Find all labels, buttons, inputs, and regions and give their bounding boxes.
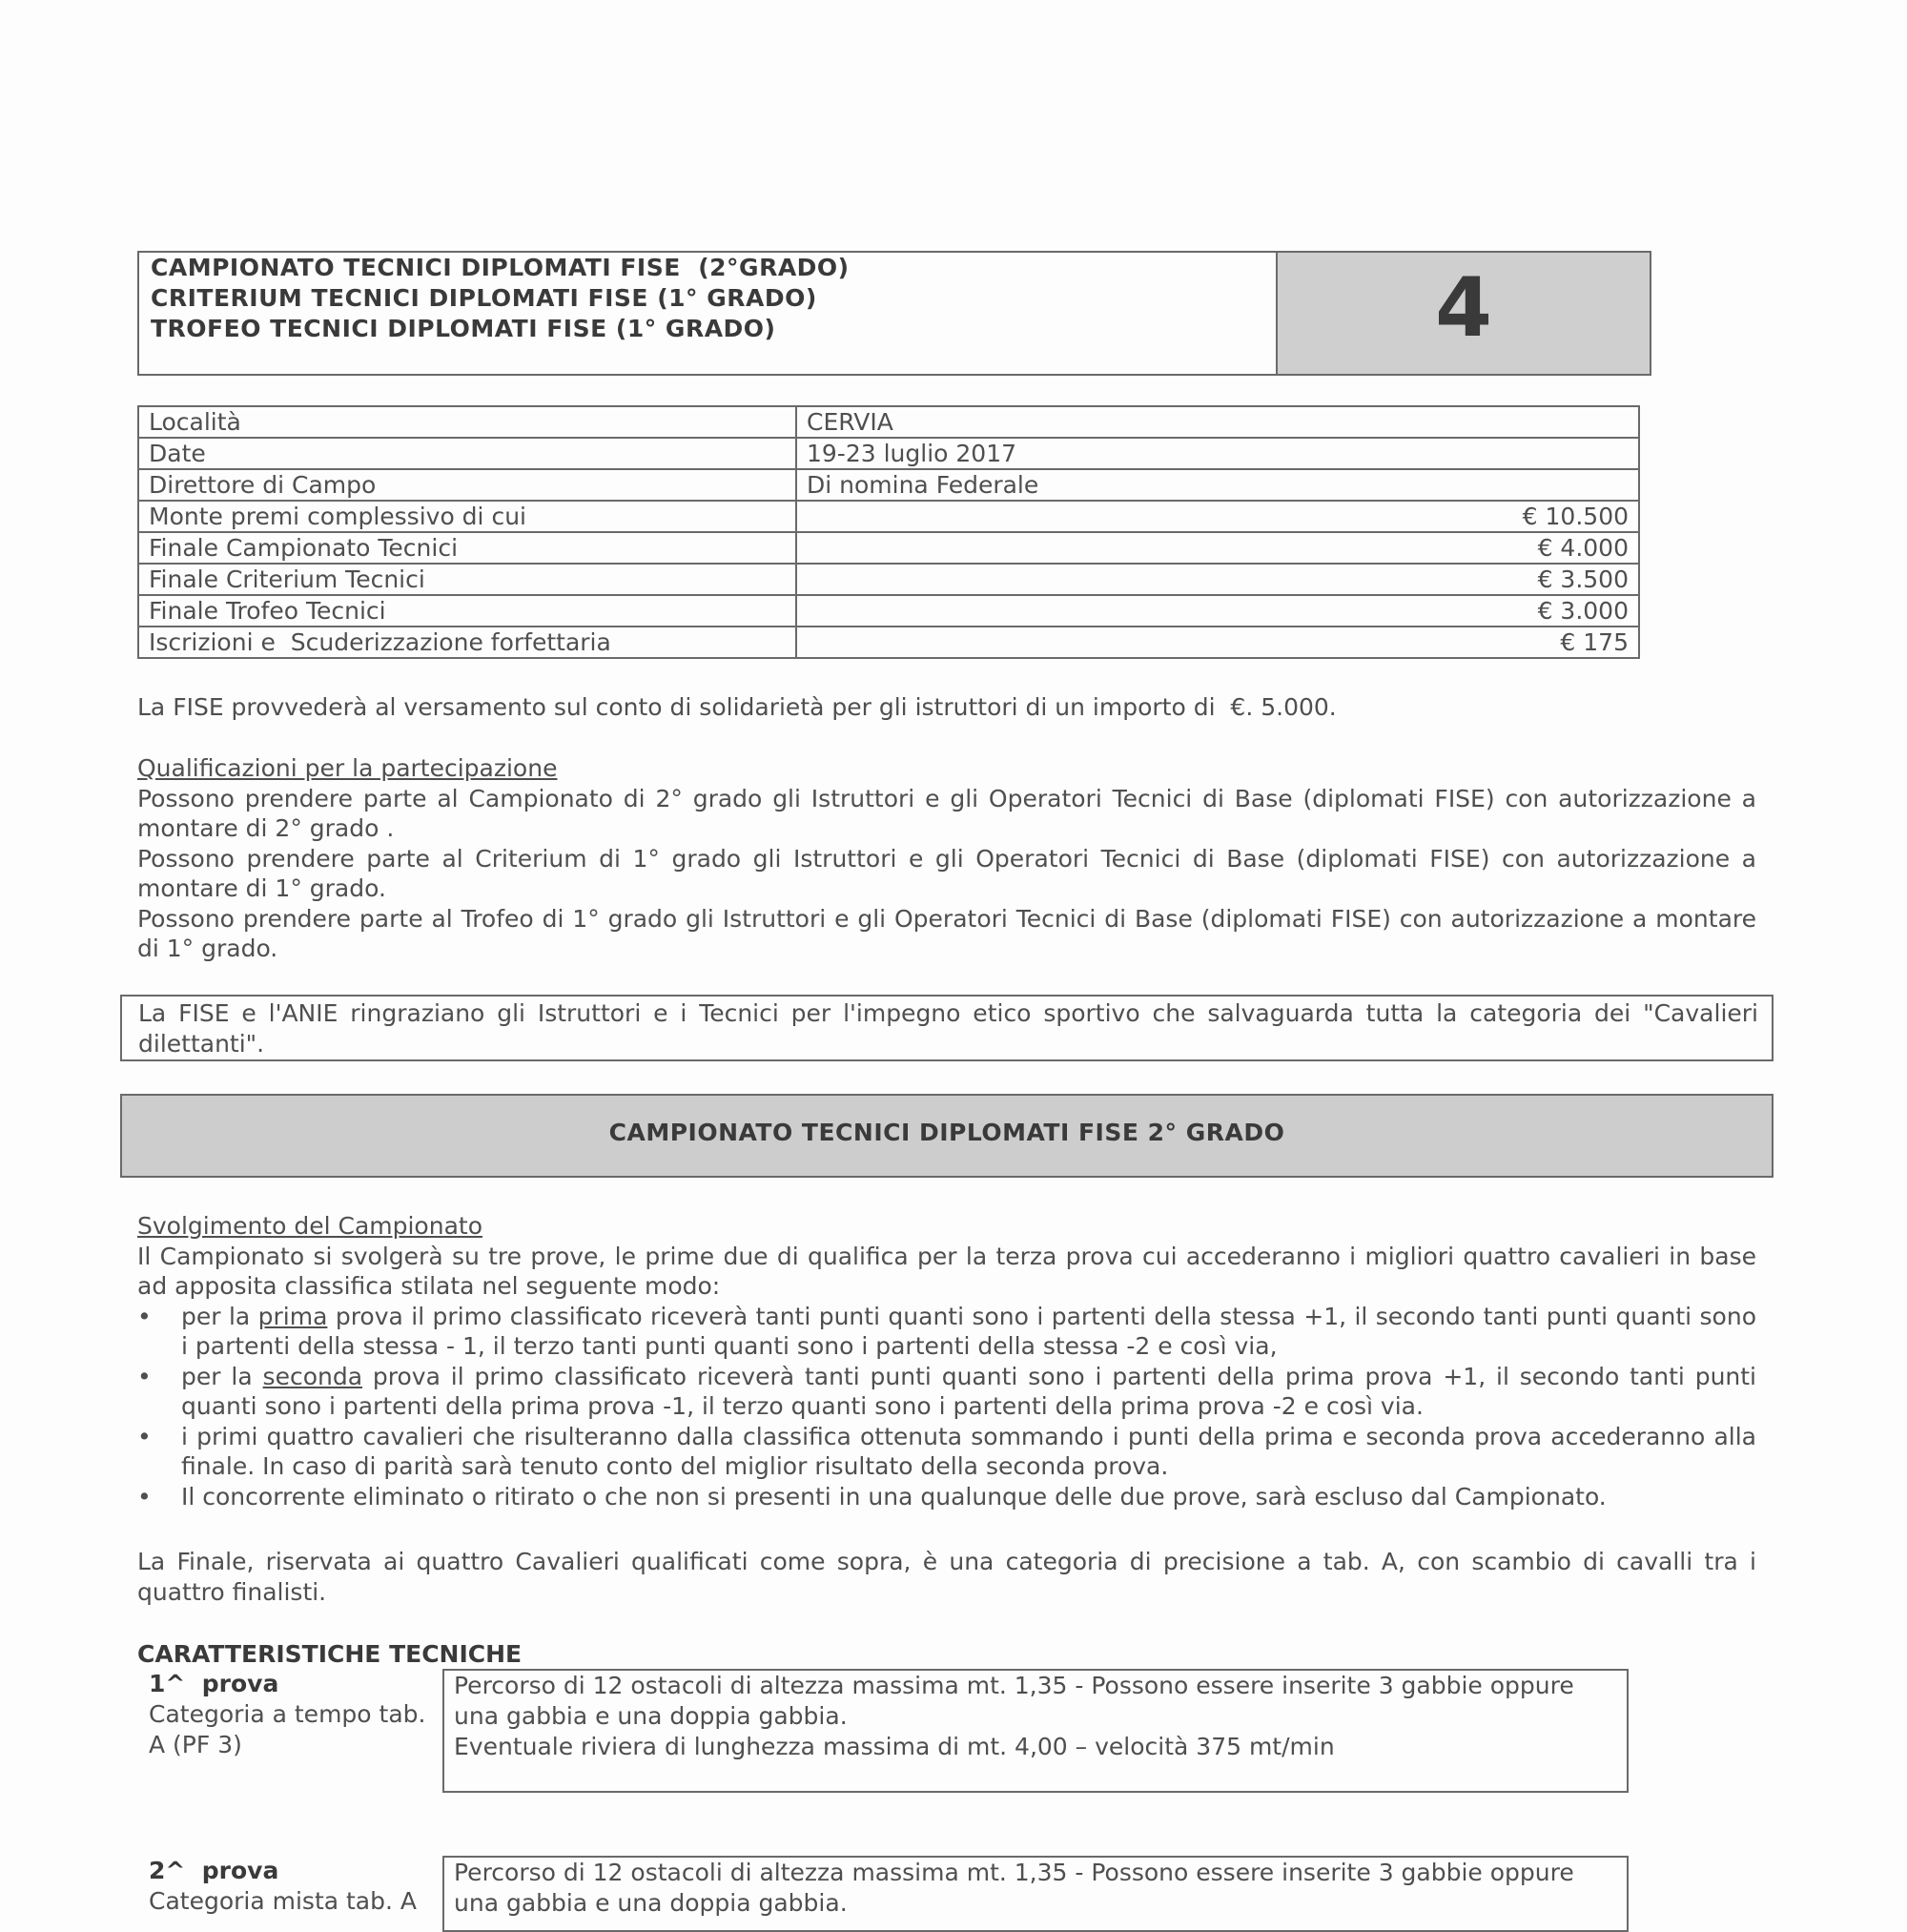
table-row: [138, 595, 1639, 627]
info-amount: € 10.500: [796, 501, 1639, 532]
list-item: [137, 1482, 1756, 1512]
info-value: Di nomina Federale: [796, 469, 1639, 501]
prova-1-line: Percorso di 12 ostacoli di altezza massima mt. 1,35 - Possono essere inserite 3 gabbie oppure: [454, 1672, 1574, 1699]
prova-1-description-box: [442, 1669, 1629, 1793]
prova-2-description-box: [442, 1856, 1629, 1932]
table-row: [138, 438, 1639, 469]
table-row: [138, 406, 1639, 438]
svolgimento-section: [137, 1211, 1756, 1511]
info-label: Finale Trofeo Tecnici: [138, 595, 796, 627]
info-amount: € 4.000: [796, 532, 1639, 564]
solidarity-text: La FISE provvederà al versamento sul conto di solidarietà per gli istruttori di un importo di €. 5.000.: [137, 693, 1337, 721]
info-label: Finale Campionato Tecnici: [138, 532, 796, 564]
header-titles: [151, 253, 850, 344]
info-amount: € 175: [796, 627, 1639, 658]
prova-2-title: 2^ prova: [149, 1857, 279, 1884]
prova-1-title: 1^ prova: [149, 1670, 279, 1697]
svolgimento-heading: Svolgimento del Campionato: [137, 1212, 482, 1240]
list-item: [137, 1422, 1756, 1482]
qualifications-heading: Qualificazioni per la partecipazione: [137, 754, 558, 782]
info-label: Direttore di Campo: [138, 469, 796, 501]
bullet-emphasis: seconda: [262, 1362, 363, 1390]
bullet-text: prova il primo classificato riceverà tanti punti quanti sono i partenti della prima prova +1, il secondo tanti punti quanti sono i partenti della prima prova -1, il terzo quanti sono i partenti della prima prova -2 e così via.: [181, 1362, 1757, 1420]
qualifications-campionato: Possono prendere parte al Campionato di 2° grado gli Istruttori e gli Operatori Tecnici di Base (diplomati FISE) con autorizzazione a montare di 2° grado .: [137, 784, 1756, 842]
table-row: [138, 532, 1639, 564]
bullet-text: per la: [181, 1302, 258, 1330]
scoring-rules-list: [137, 1302, 1756, 1512]
prova-1-label: [149, 1669, 425, 1760]
thanks-note-box: [120, 995, 1774, 1061]
prova-2-line: una gabbia e una doppia gabbia.: [454, 1889, 848, 1917]
info-label: Finale Criterium Tecnici: [138, 564, 796, 595]
section-number-box: [1276, 253, 1650, 374]
header-title-trofeo: TROFEO TECNICI DIPLOMATI FISE (1° GRADO): [151, 315, 776, 342]
section-banner-title: CAMPIONATO TECNICI DIPLOMATI FISE 2° GRADO: [608, 1119, 1285, 1146]
prova-2-label: [149, 1856, 417, 1917]
bullet-text: i primi quattro cavalieri che risulteranno dalla classifica ottenuta sommando i punti della prima e seconda prova accederanno alla finale. In caso di parità sarà tenuto conto del miglior risultato della seconda prova.: [181, 1422, 1756, 1480]
qualifications-trofeo: Possono prendere parte al Trofeo di 1° grado gli Istruttori e gli Operatori Tecnici di Base (diplomati FISE) con autorizzazione a montare di 1° grado.: [137, 904, 1756, 962]
bullet-emphasis: prima: [257, 1302, 328, 1330]
header-title-campionato: CAMPIONATO TECNICI DIPLOMATI FISE (2°GRADO): [151, 254, 850, 281]
bullet-text: Il concorrente eliminato o ritirato o che non si presenti in una qualunque delle due prove, sarà escluso dal Campionato.: [181, 1482, 1607, 1511]
thanks-note-text: La FISE e l'ANIE ringraziano gli Istruttori e i Tecnici per l'impegno etico sportivo che salvaguarda tutta la categoria dei "Cavalieri dilettanti".: [138, 999, 1758, 1058]
prova-1: [137, 1669, 1629, 1793]
list-item: [137, 1302, 1756, 1362]
info-label: Iscrizioni e Scuderizzazione forfettaria: [138, 627, 796, 658]
event-info-table: [137, 405, 1640, 659]
info-label: Monte premi complessivo di cui: [138, 501, 796, 532]
info-amount: € 3.500: [796, 564, 1639, 595]
prova-2-category: Categoria mista tab. A: [149, 1887, 417, 1915]
list-item: [137, 1362, 1756, 1422]
svolgimento-intro: Il Campionato si svolgerà su tre prove, le prime due di qualifica per la terza prova cui accederanno i migliori quattro cavalieri in base ad apposita classifica stilata nel seguente modo:: [137, 1242, 1756, 1300]
table-row: [138, 501, 1639, 532]
bullet-text: per la: [181, 1362, 263, 1390]
info-value: 19-23 luglio 2017: [796, 438, 1639, 469]
prova-1-line: Eventuale riviera di lunghezza massima di mt. 4,00 – velocità 375 mt/min: [454, 1733, 1335, 1760]
prova-1-line: una gabbia e una doppia gabbia.: [454, 1702, 848, 1730]
table-row: [138, 627, 1639, 658]
prova-2-line: Percorso di 12 ostacoli di altezza massima mt. 1,35 - Possono essere inserite 3 gabbie oppure: [454, 1859, 1574, 1886]
prova-2: [137, 1856, 1629, 1917]
info-value: CERVIA: [796, 406, 1639, 438]
info-label: Località: [138, 406, 796, 438]
info-label: Date: [138, 438, 796, 469]
qualifications-criterium: Possono prendere parte al Criterium di 1° grado gli Istruttori e gli Operatori Tecnici di Base (diplomati FISE) con autorizzazione a montare di 1° grado.: [137, 844, 1756, 902]
finale-text: La Finale, riservata ai quattro Cavalieri qualificati come sopra, è una categoria di precisione a tab. A, con scambio di cavalli tra i quattro finalisti.: [137, 1548, 1756, 1606]
table-row: [138, 564, 1639, 595]
prova-1-category: Categoria a tempo tab.: [149, 1700, 426, 1728]
header-title-criterium: CRITERIUM TECNICI DIPLOMATI FISE (1° GRADO): [151, 284, 817, 312]
qualifications-section: [137, 753, 1756, 964]
section-banner: [120, 1094, 1774, 1178]
info-amount: € 3.000: [796, 595, 1639, 627]
table-row: [138, 469, 1639, 501]
section-number: 4: [1435, 260, 1492, 356]
tech-heading: CARATTERISTICHE TECNICHE: [137, 1640, 523, 1668]
bullet-text: prova il primo classificato riceverà tanti punti quanti sono i partenti della stessa +1, il secondo tanti punti quanti sono i partenti della stessa - 1, il terzo tanti punti quanti sono i partenti della stessa -2 e così via,: [181, 1302, 1756, 1360]
prova-1-category-cont: A (PF 3): [149, 1731, 242, 1758]
document-header: [137, 251, 1651, 376]
